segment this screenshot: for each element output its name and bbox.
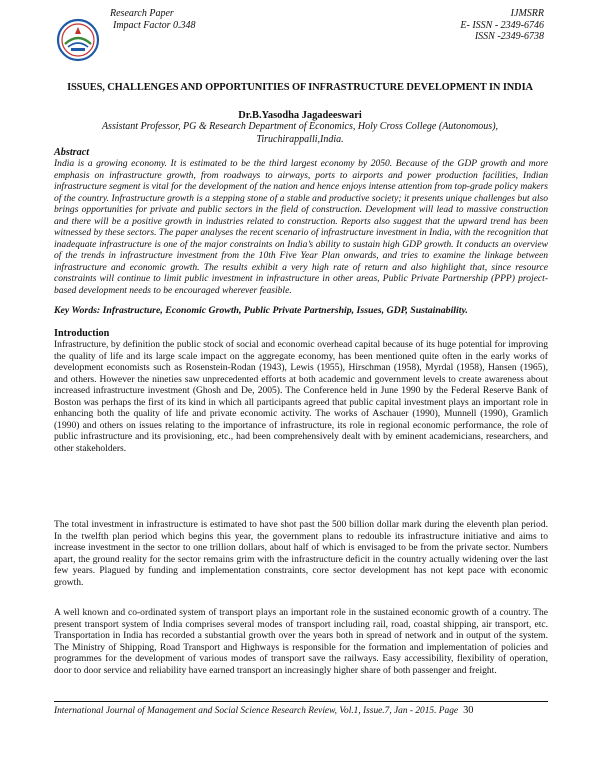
footer-citation: International Journal of Management and Social Science Research Review, Vol.1, Issue.7, Jan - 2015. Page xyxy=(54,706,459,716)
header-right xyxy=(460,8,544,43)
keywords: Key Words: Infrastructure, Economic Growth, Public Private Partnership, Issues, GDP, Sustainability. xyxy=(54,305,468,316)
author-name: Dr.B.Yasodha Jagadeeswari xyxy=(238,110,362,121)
affiliation-line: Assistant Professor, PG & Research Department of Economics, Holy Cross College (Autonomous), xyxy=(101,121,499,132)
journal-logo-icon xyxy=(56,18,100,62)
body-paragraph: Infrastructure, by definition the public stock of social and economic overhead capital because of its huge potential for improving the quality of life and its large scale impact on the aggregate economy, has been mentioned quite often in the early works of development economists such as Rosenstein-Rodan (1943), Lewis (1955), Hirschman (1958), Myrdal (1958), Hansen (1965), and others. However the nineties saw unprecedented efforts at both academic and government levels to create awareness about increased infrastructure investment (Ghosh and De, 2005). The Conference held in June 1990 by the Federal Reserve Bank of Boston was perhaps the first of its kind in which all participants agreed that public capital investment plays an important role in enhancing both the quality of life and private economic activity. The works of Aschauer (1990), Munnell (1990), Gramlich (1990) and others on issues relating to the importance of infrastructure, its role in regional economic performance, the role of public infrastructure and its provisioning, etc., had been comprehensively dealt with by eminent academicians, researchers, and other stakeholders. xyxy=(54,339,548,454)
paper-title: ISSUES, CHALLENGES AND OPPORTUNITIES OF INFRASTRUCTURE DEVELOPMENT IN INDIA xyxy=(67,82,533,93)
header-left xyxy=(110,8,196,31)
journal-code: IJMSRR xyxy=(510,8,544,19)
impact-factor: Impact Factor 0.348 xyxy=(113,19,196,31)
body-paragraph: The total investment in infrastructure is estimated to have shot past the 500 billion dollar mark during the eleventh plan period. In the twelfth plan period which begins this year, the government plans to redouble its infrastructure initiative and aims to increase investment in the sector to one trillion dollars, about half of which is envisaged to be from the private sector. Numbers apart, the ground reality for the sector remains grim with the infrastructure deficit in the country actually widening over the last few years. Plagued by funding and implementation constraints, core sector development has not kept pace with economic growth. xyxy=(54,519,548,588)
abstract-text: India is a growing economy. It is estimated to be the third largest economy by 2050. Because of the GDP growth and more emphasis on infrastructure growth, from roadways to airways, ports to airports and power production facilities, Indian infrastructure segment is vital for the development of the nation and hence enjoys intense attention from top-grade policy makers of the country. Infrastructure growth is a stepping stone of a stable and productive society; it presents unique challenges but also brings opportunities for private and public sectors in the field of construction. Development will lead to massive construction and there will be a positive growth in industries related to construction. Reports also suggest that the upward trend has been witnessed by these sectors. The paper analyses the recent scenario of infrastructure investment in India, with the recognition that inadequate infrastructure is one of the major constraints on India’s ability to sustain high GDP growth. It conducts an overview of the trends in infrastructure investment from the 10th Five Year Plan onwards, and tries to examine the linkage between infrastructure and economic growth. The results exhibit a very high rate of return and also highlight that, since resource constraints will continue to limit public investment in infrastructure in other areas, Public Private Partnership (PPP) project-based development needs to be encouraged wherever feasible. xyxy=(54,158,548,297)
issn: ISSN -2349-6738 xyxy=(474,31,544,43)
paper-type: Research Paper xyxy=(110,8,174,19)
page-footer xyxy=(54,705,548,716)
footer-divider xyxy=(54,701,548,702)
affiliation-line: Tiruchirappalli,India. xyxy=(256,133,344,145)
body-paragraph: A well known and co-ordinated system of transport plays an important role in the sustained economic growth of a country. The present transport system of India comprises several modes of transport including rail, road, coastal shipping, air transport, etc. Transportation in India has recorded a substantial growth over the years both in spread of network and in output of the system. The Ministry of Shipping, Road Transport and Highways is responsible for the formation and implementation of policies and programmes for the development of various modes of transport save the railways. Easy accessibility, flexibility of operation, door to door service and reliability have earned transport an increasingly higher share of both passenger and freight. xyxy=(54,607,548,676)
abstract-heading: Abstract xyxy=(54,147,90,158)
page-number: 30 xyxy=(463,705,474,716)
author-affiliation xyxy=(60,121,540,146)
e-issn: E- ISSN - 2349-6746 xyxy=(460,19,544,31)
section-heading-introduction: Introduction xyxy=(54,328,110,339)
page-header xyxy=(0,6,600,68)
